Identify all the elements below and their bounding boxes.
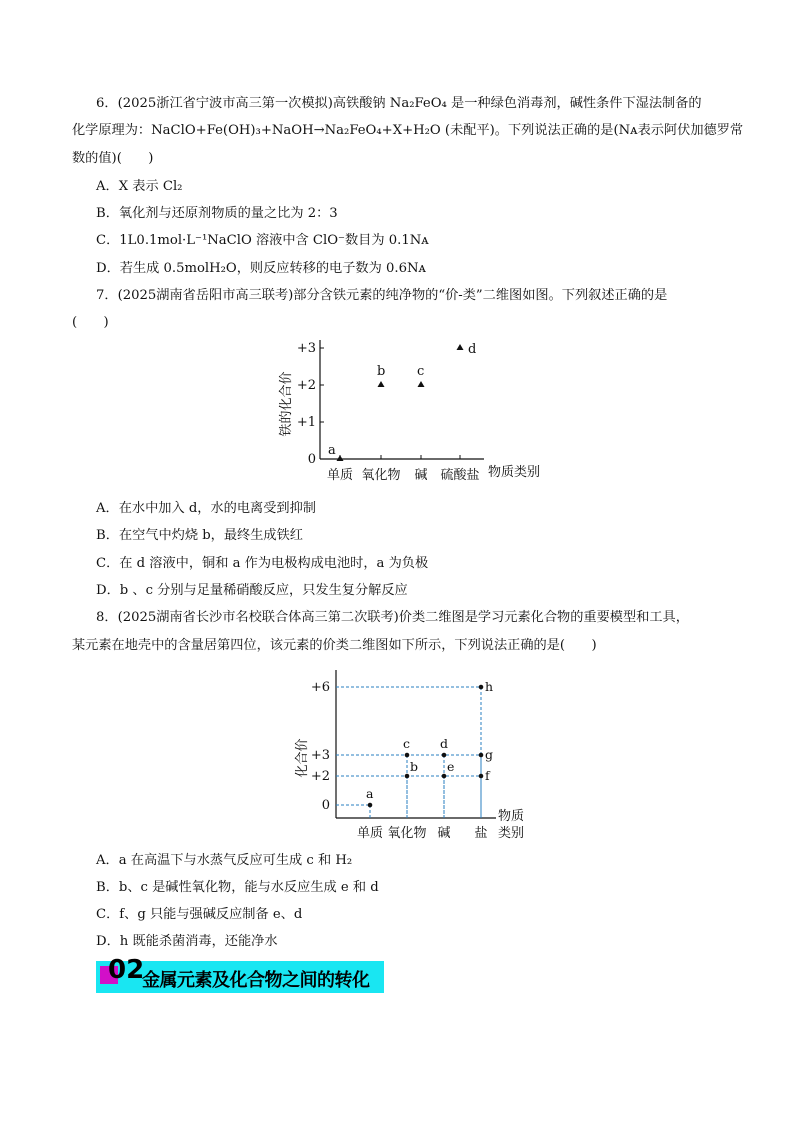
chart2-point-label: c — [403, 736, 411, 751]
chart1-ylabel: 铁的化合价 — [279, 371, 294, 437]
chart1-point-b — [378, 381, 385, 387]
q8-option-d: D．h 既能杀菌消毒，还能净水 — [96, 934, 278, 949]
element-valence-class-chart — [290, 666, 540, 846]
chart1-category-label: 硫酸盐 — [440, 468, 480, 483]
q8-option-a: A．a 在高温下与水蒸气反应可生成 c 和 H₂ — [96, 853, 353, 868]
section-title: 金属元素及化合物之间的转化 — [142, 970, 370, 991]
chart1-point-c — [418, 381, 425, 387]
chart2-point-label: h — [485, 679, 494, 694]
chart1-category-label: 氧化物 — [361, 468, 401, 483]
section-number: 02 — [108, 955, 145, 985]
q8-option-c: C．f、g 只能与强碱反应制备 e、d — [96, 907, 303, 922]
chart2-xlabel-line2: 类别 — [498, 826, 525, 841]
q7-stem-line1: 7．(2025湖南省岳阳市高三联考)部分含铁元素的纯净物的“价-类”二维图如图。下列叙述正确的是 — [96, 288, 668, 303]
q6-option-d: D．若生成 0.5molH₂O，则反应转移的电子数为 0.6Nᴀ — [96, 261, 426, 276]
q6-option-c: C．1L0.1mol·L⁻¹NaClO 溶液中含 ClO⁻数目为 0.1Nᴀ — [96, 233, 429, 248]
chart1-point-label: b — [377, 364, 386, 379]
chart1-xlabel: 物质类别 — [488, 465, 541, 480]
chart2-point-label: e — [447, 759, 455, 774]
chart2-category-label: 盐 — [474, 826, 488, 841]
chart1-point-label: d — [468, 342, 477, 357]
chart2-point-a — [368, 803, 373, 808]
chart1-ytick-label: +3 — [296, 341, 316, 356]
chart2-point-label: b — [410, 759, 419, 774]
chart1-point-label: c — [417, 364, 425, 379]
chart2-ylabel: 化合价 — [295, 738, 310, 778]
chart1-category-label: 碱 — [414, 468, 428, 483]
q7-stem-line2: ( ) — [72, 315, 109, 330]
chart2-ytick-label: 0 — [321, 798, 330, 813]
chart1-ytick-label: +1 — [296, 415, 316, 430]
chart2-ytick-label: +6 — [310, 680, 330, 695]
chart2-category-label: 单质 — [356, 826, 384, 841]
chart1-point-label: a — [328, 443, 336, 458]
chart1-ytick-label: +2 — [296, 378, 316, 393]
chart2-point-label: a — [366, 786, 374, 801]
chart2-point-h — [479, 685, 484, 690]
chart2-ytick-label: +3 — [310, 748, 330, 763]
q8-option-b: B．b、c 是碱性氧化物，能与水反应生成 e 和 d — [96, 880, 379, 895]
chart2-point-d — [442, 753, 447, 758]
q6-stem-line1: 6．(2025浙江省宁波市高三第一次模拟)高铁酸钠 Na₂FeO₄ 是一种绿色消毒剂，碱性条件下湿法制备的 — [96, 96, 702, 111]
chart2-point-b — [405, 774, 410, 779]
iron-valence-class-chart — [270, 334, 560, 494]
q6-option-a: A．X 表示 Cl₂ — [96, 179, 183, 194]
q8-stem-line2: 某元素在地壳中的含量居第四位，该元素的价类二维图如下所示，下列说法正确的是( ) — [72, 638, 597, 653]
q6-stem-line3: 数的值)( ) — [72, 151, 154, 166]
chart2-point-label: f — [485, 768, 490, 783]
q7-option-d: D．b 、c 分别与足量稀硝酸反应，只发生复分解反应 — [96, 583, 408, 598]
chart2-category-label: 碱 — [437, 826, 451, 841]
q6-option-b: B．氧化剂与还原剂物质的量之比为 2：3 — [96, 206, 338, 221]
chart1-ytick-label: 0 — [307, 452, 316, 467]
q8-stem-line1: 8．(2025湖南省长沙市名校联合体高三第二次联考)价类二维图是学习元素化合物的重要模型和工具， — [96, 610, 689, 625]
q6-stem-line2: 化学原理为：NaClO+Fe(OH)₃+NaOH→Na₂FeO₄+X+H₂O (未配平)。下列说法正确的是(Nᴀ表示阿伏加德罗常 — [72, 123, 744, 138]
chart2-point-c — [405, 753, 410, 758]
chart2-point-label: d — [440, 736, 449, 751]
chart2-category-label: 氧化物 — [387, 826, 427, 841]
chart1-point-d — [457, 344, 464, 350]
chart2-point-f — [479, 774, 484, 779]
chart2-xlabel-line1: 物质 — [498, 809, 525, 824]
chart2-point-label: g — [485, 747, 494, 762]
q7-option-b: B．在空气中灼烧 b，最终生成铁红 — [96, 528, 303, 543]
q7-option-a: A．在水中加入 d，水的电离受到抑制 — [96, 501, 316, 516]
chart2-point-e — [442, 774, 447, 779]
chart1-category-label: 单质 — [326, 468, 354, 483]
chart2-point-g — [479, 753, 484, 758]
q7-option-c: C．在 d 溶液中，铜和 a 作为电极构成电池时，a 为负极 — [96, 556, 429, 571]
chart2-ytick-label: +2 — [310, 769, 330, 784]
chart1-point-a — [337, 455, 344, 461]
